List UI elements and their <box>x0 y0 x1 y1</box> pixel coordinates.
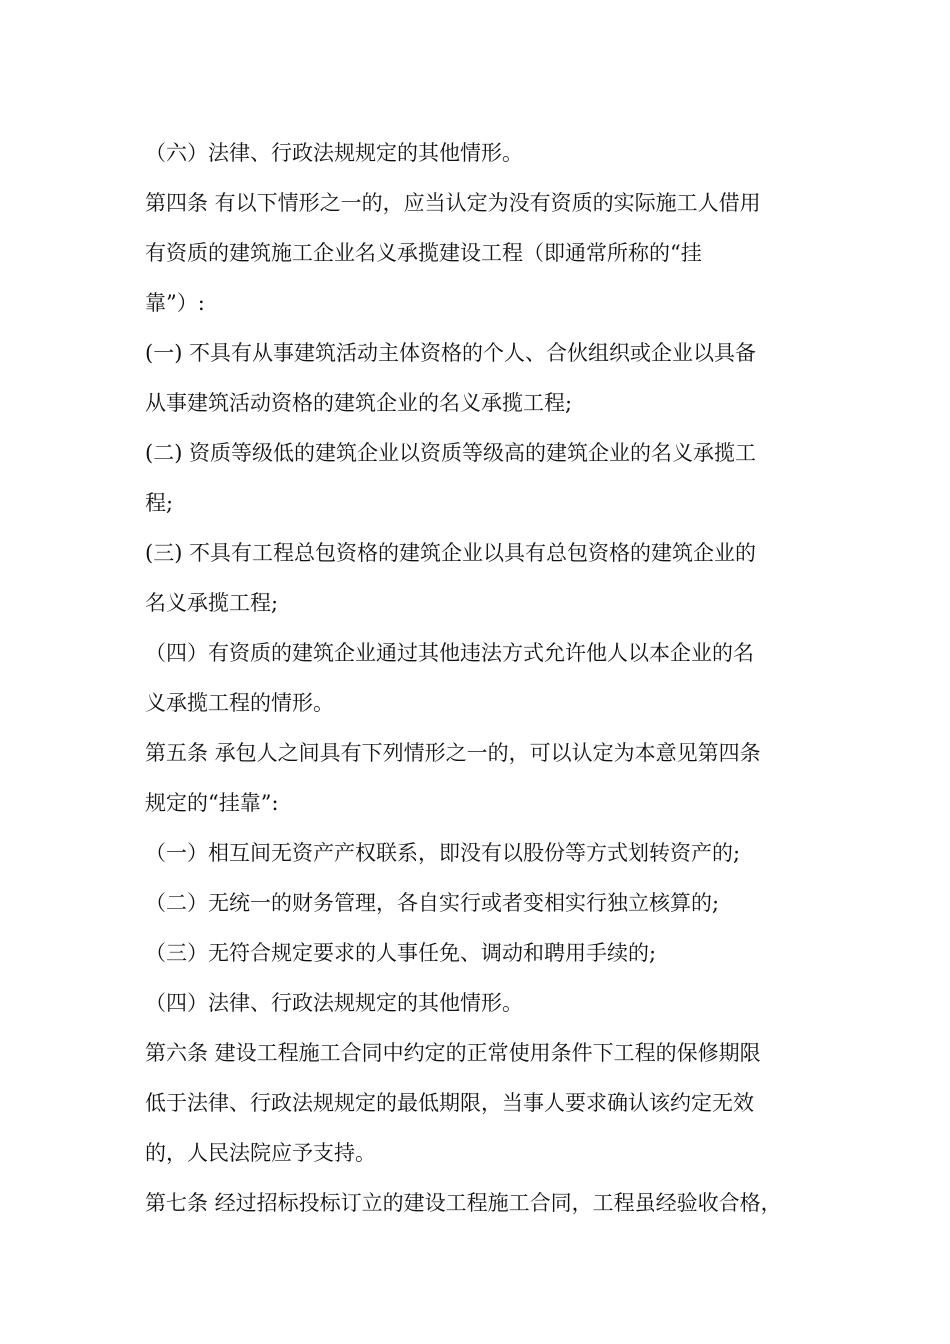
paragraph-line: 名义承揽工程; <box>145 591 279 615</box>
paragraph-line: （二）无统一的财务管理，各自实行或者变相实行独立核算的; <box>145 891 720 915</box>
paragraph-line: (二) 资质等级低的建筑企业以资质等级高的建筑企业的名义承揽工 <box>145 441 757 465</box>
paragraph-line: 义承揽工程的情形。 <box>145 691 334 715</box>
paragraph-line: 的，人民法院应予支持。 <box>145 1141 376 1165</box>
paragraph-line: 规定的“挂靠”: <box>145 791 279 815</box>
paragraph-line: （四）有资质的建筑企业通过其他违法方式允许他人以本企业的名 <box>145 641 754 665</box>
paragraph-line: 靠”）: <box>145 291 205 315</box>
paragraph-line: （一）相互间无资产产权联系，即没有以股份等方式划转资产的; <box>145 841 741 865</box>
paragraph-line: 第七条 经过招标投标订立的建设工程施工合同，工程虽经验收合格， <box>145 1191 782 1215</box>
paragraph-line: 低于法律、行政法规规定的最低期限，当事人要求确认该约定无效 <box>145 1091 754 1115</box>
paragraph-line: （四）法律、行政法规规定的其他情形。 <box>145 991 523 1015</box>
paragraph-line: 程; <box>145 491 174 515</box>
paragraph-line: 第五条 承包人之间具有下列情形之一的，可以认定为本意见第四条 <box>145 741 761 765</box>
document-body <box>145 128 810 1228</box>
paragraph-line: （三）无符合规定要求的人事任免、调动和聘用手续的; <box>145 941 657 965</box>
paragraph-line: (一) 不具有从事建筑活动主体资格的个人、合伙组织或企业以具备 <box>145 341 757 365</box>
paragraph-line: 第四条 有以下情形之一的，应当认定为没有资质的实际施工人借用 <box>145 191 761 215</box>
paragraph-line: (三) 不具有工程总包资格的建筑企业以具有总包资格的建筑企业的 <box>145 541 757 565</box>
paragraph-line: 第六条 建设工程施工合同中约定的正常使用条件下工程的保修期限 <box>145 1041 761 1065</box>
paragraph-line: （六）法律、行政法规规定的其他情形。 <box>145 141 523 165</box>
paragraph-line: 有资质的建筑施工企业名义承揽建设工程（即通常所称的“挂 <box>145 241 702 265</box>
paragraph-line: 从事建筑活动资格的建筑企业的名义承揽工程; <box>145 391 573 415</box>
